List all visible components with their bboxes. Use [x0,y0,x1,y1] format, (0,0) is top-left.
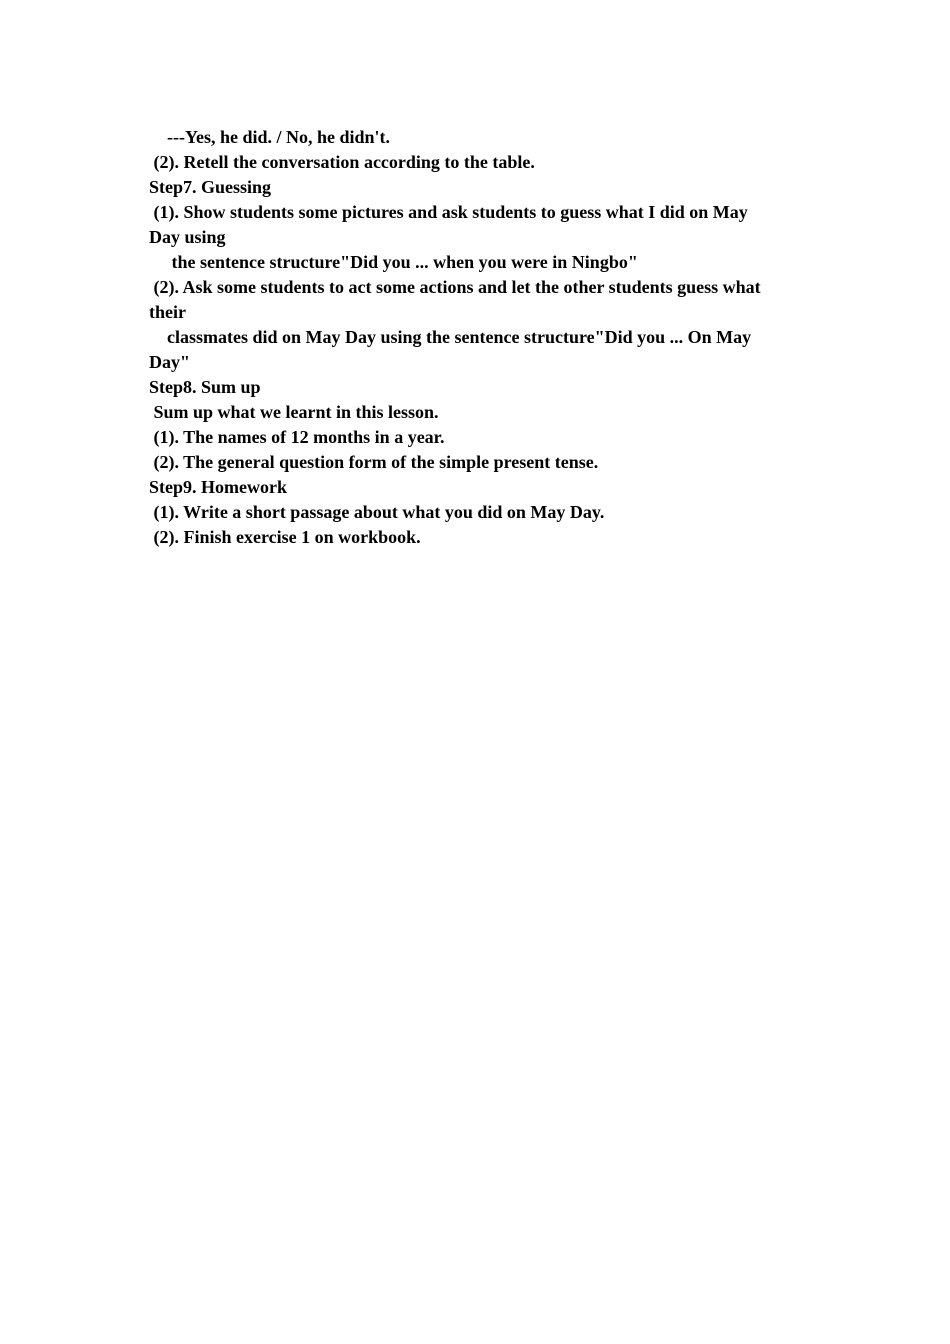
step8-heading: Step8. Sum up [149,377,261,397]
step7-heading: Step7. Guessing [149,177,272,197]
retell-item: (2). Retell the conversation according to the table. [149,152,535,172]
step7-item-2-structure: classmates did on May Day using the sentence structure"Did you ... On May [149,327,752,347]
step7-item-1-structure: the sentence structure"Did you ... when you were in Ningbo" [149,252,638,272]
step8-intro: Sum up what we learnt in this lesson. [149,402,439,422]
step7-item-1: (1). Show students some pictures and ask students to guess what I did on May [149,202,748,222]
step9-item-2: (2). Finish exercise 1 on workbook. [149,527,421,547]
answer-line: ---Yes, he did. / No, he didn't. [149,127,391,147]
step7-item-2: (2). Ask some students to act some actions and let the other students guess what [149,277,761,297]
step7-item-2-cont: their [149,302,186,322]
step8-item-1: (1). The names of 12 months in a year. [149,427,445,447]
document-body [149,125,809,550]
step7-item-1-cont: Day using [149,227,226,247]
step7-item-2-structure-cont: Day" [149,352,190,372]
step9-item-1: (1). Write a short passage about what you did on May Day. [149,502,605,522]
step8-item-2: (2). The general question form of the simple present tense. [149,452,599,472]
step9-heading: Step9. Homework [149,477,287,497]
